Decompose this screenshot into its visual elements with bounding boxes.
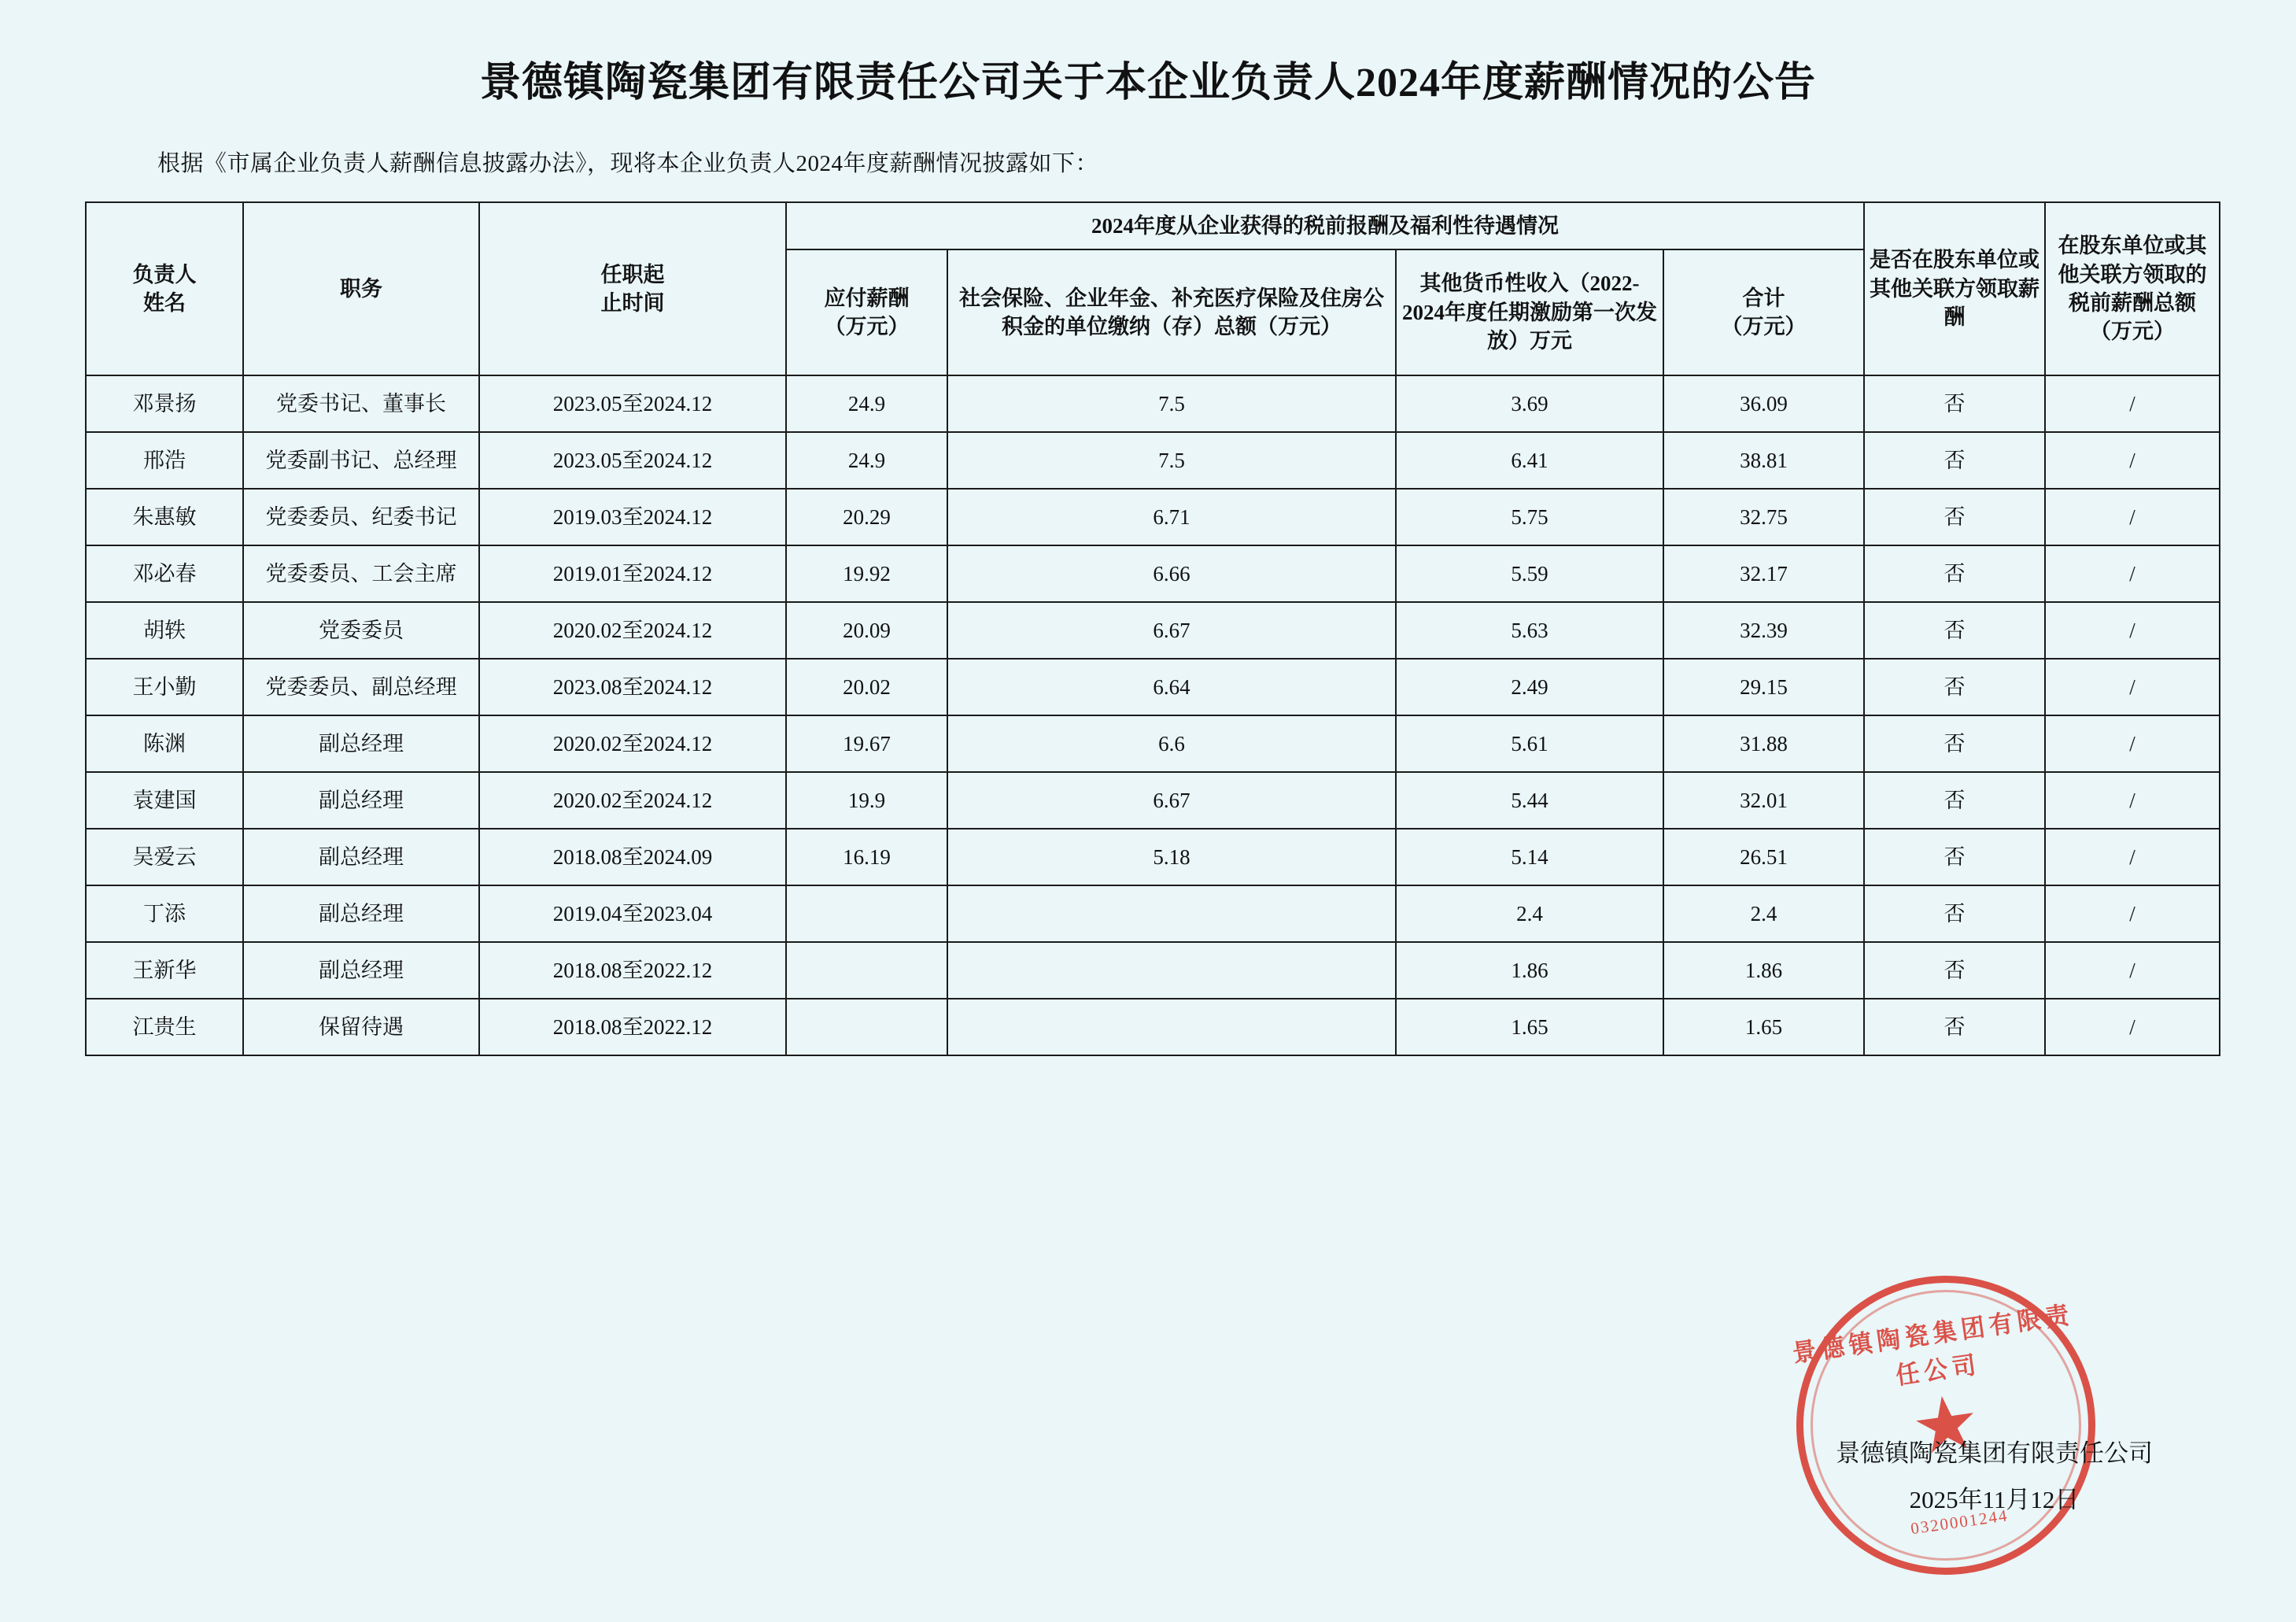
cell-related-amount: /: [2045, 772, 2220, 829]
cell-term: 2019.01至2024.12: [479, 545, 786, 602]
cell-post: 党委委员、工会主席: [243, 545, 479, 602]
cell-is-draw: 否: [1864, 375, 2045, 432]
cell-total: 1.86: [1663, 942, 1864, 999]
cell-insurance: 5.18: [947, 829, 1396, 885]
cell-total: 38.81: [1663, 432, 1864, 489]
table-header: [86, 202, 2220, 375]
header-total-line1: 合计: [1742, 286, 1785, 310]
cell-total: 32.75: [1663, 489, 1864, 545]
cell-is-draw: 否: [1864, 829, 2045, 885]
header-pay: [786, 249, 947, 375]
cell-pay: [786, 885, 947, 942]
header-pay-line1: 应付薪酬: [824, 286, 910, 310]
cell-post: 副总经理: [243, 942, 479, 999]
header-post: 职务: [243, 202, 479, 375]
cell-term: 2023.08至2024.12: [479, 659, 786, 715]
cell-name: 胡轶: [86, 602, 243, 659]
cell-insurance: 7.5: [947, 375, 1396, 432]
cell-post: 副总经理: [243, 885, 479, 942]
cell-other-income: 5.61: [1396, 715, 1663, 772]
cell-total: 36.09: [1663, 375, 1864, 432]
header-total-line2: （万元）: [1721, 315, 1807, 338]
table-row: [86, 489, 2220, 545]
cell-term: 2018.08至2024.09: [479, 829, 786, 885]
cell-related-amount: /: [2045, 432, 2220, 489]
cell-post: 副总经理: [243, 715, 479, 772]
cell-pay: [786, 942, 947, 999]
cell-pay: 16.19: [786, 829, 947, 885]
cell-term: 2018.08至2022.12: [479, 942, 786, 999]
cell-term: 2020.02至2024.12: [479, 602, 786, 659]
header-other-income: 其他货币性收入（2022-2024年度任期激励第一次发放）万元: [1396, 249, 1663, 375]
table-row: [86, 885, 2220, 942]
cell-name: 邓必春: [86, 545, 243, 602]
cell-is-draw: 否: [1864, 715, 2045, 772]
cell-is-draw: 否: [1864, 999, 2045, 1055]
cell-is-draw: 否: [1864, 659, 2045, 715]
cell-insurance: [947, 942, 1396, 999]
table-row: [86, 942, 2220, 999]
header-name-line2: 姓名: [143, 291, 186, 315]
cell-name: 王小勤: [86, 659, 243, 715]
cell-other-income: 6.41: [1396, 432, 1663, 489]
company-seal: [1777, 1256, 2114, 1594]
header-is-draw: 是否在股东单位或其他关联方领取薪酬: [1864, 202, 2045, 375]
cell-other-income: 3.69: [1396, 375, 1663, 432]
table-row: [86, 375, 2220, 432]
cell-pay: 19.67: [786, 715, 947, 772]
seal-bottom-text: 0320001244: [1909, 1506, 2010, 1539]
cell-total: 32.01: [1663, 772, 1864, 829]
cell-term: 2023.05至2024.12: [479, 375, 786, 432]
cell-term: 2019.03至2024.12: [479, 489, 786, 545]
table-body: [86, 375, 2220, 1055]
star-icon: ★: [1906, 1378, 1985, 1472]
cell-insurance: 6.6: [947, 715, 1396, 772]
cell-is-draw: 否: [1864, 432, 2045, 489]
cell-total: 26.51: [1663, 829, 1864, 885]
cell-name: 吴爱云: [86, 829, 243, 885]
cell-related-amount: /: [2045, 375, 2220, 432]
salary-table-container: [85, 201, 2219, 1056]
cell-related-amount: /: [2045, 942, 2220, 999]
cell-post: 保留待遇: [243, 999, 479, 1055]
cell-name: 丁添: [86, 885, 243, 942]
cell-insurance: 7.5: [947, 432, 1396, 489]
table-row: [86, 772, 2220, 829]
cell-pay: 19.9: [786, 772, 947, 829]
cell-term: 2020.02至2024.12: [479, 715, 786, 772]
cell-term: 2020.02至2024.12: [479, 772, 786, 829]
table-row: [86, 715, 2220, 772]
cell-is-draw: 否: [1864, 942, 2045, 999]
cell-term: 2023.05至2024.12: [479, 432, 786, 489]
cell-post: 党委副书记、总经理: [243, 432, 479, 489]
cell-post: 党委委员、副总经理: [243, 659, 479, 715]
table-row: [86, 659, 2220, 715]
cell-other-income: 5.44: [1396, 772, 1663, 829]
cell-related-amount: /: [2045, 829, 2220, 885]
table-row: [86, 999, 2220, 1055]
cell-pay: 20.29: [786, 489, 947, 545]
table-header-row-1: [86, 202, 2220, 249]
header-term-line1: 任职起: [600, 262, 665, 286]
cell-is-draw: 否: [1864, 545, 2045, 602]
header-name: [86, 202, 243, 375]
table-row: [86, 829, 2220, 885]
cell-is-draw: 否: [1864, 772, 2045, 829]
cell-related-amount: /: [2045, 602, 2220, 659]
cell-total: 2.4: [1663, 885, 1864, 942]
cell-post: 党委委员: [243, 602, 479, 659]
cell-post: 党委委员、纪委书记: [243, 489, 479, 545]
cell-name: 陈渊: [86, 715, 243, 772]
header-name-line1: 负责人: [132, 262, 197, 286]
cell-total: 32.39: [1663, 602, 1864, 659]
cell-insurance: 6.67: [947, 602, 1396, 659]
cell-is-draw: 否: [1864, 885, 2045, 942]
cell-pay: 24.9: [786, 432, 947, 489]
table-row: [86, 432, 2220, 489]
cell-related-amount: /: [2045, 489, 2220, 545]
header-related-amount: 在股东单位或其他关联方领取的税前薪酬总额（万元）: [2045, 202, 2220, 375]
cell-insurance: [947, 999, 1396, 1055]
cell-other-income: 5.14: [1396, 829, 1663, 885]
cell-term: 2018.08至2022.12: [479, 999, 786, 1055]
cell-other-income: 1.65: [1396, 999, 1663, 1055]
signature-company: 景德镇陶瓷集团有限责任公司: [1836, 1439, 2153, 1468]
header-group-pretax: 2024年度从企业获得的税前报酬及福利性待遇情况: [786, 202, 1864, 249]
cell-other-income: 5.63: [1396, 602, 1663, 659]
cell-name: 邓景扬: [86, 375, 243, 432]
cell-related-amount: /: [2045, 885, 2220, 942]
cell-other-income: 5.59: [1396, 545, 1663, 602]
cell-is-draw: 否: [1864, 489, 2045, 545]
cell-related-amount: /: [2045, 545, 2220, 602]
cell-name: 江贵生: [86, 999, 243, 1055]
cell-related-amount: /: [2045, 659, 2220, 715]
cell-name: 王新华: [86, 942, 243, 999]
seal-arc-text: 景德镇陶瓷集团有限责任公司: [1791, 1301, 2076, 1391]
header-insurance: 社会保险、企业年金、补充医疗保险及住房公积金的单位缴纳（存）总额（万元）: [947, 249, 1396, 375]
cell-insurance: 6.66: [947, 545, 1396, 602]
cell-name: 邢浩: [86, 432, 243, 489]
cell-other-income: 2.4: [1396, 885, 1663, 942]
cell-total: 31.88: [1663, 715, 1864, 772]
salary-table: [85, 201, 2220, 1056]
cell-other-income: 1.86: [1396, 942, 1663, 999]
cell-related-amount: /: [2045, 999, 2220, 1055]
cell-term: 2019.04至2023.04: [479, 885, 786, 942]
header-total: [1663, 249, 1864, 375]
cell-insurance: [947, 885, 1396, 942]
cell-pay: 19.92: [786, 545, 947, 602]
cell-total: 1.65: [1663, 999, 1864, 1055]
cell-name: 朱惠敏: [86, 489, 243, 545]
cell-pay: [786, 999, 947, 1055]
cell-pay: 24.9: [786, 375, 947, 432]
cell-post: 党委书记、董事长: [243, 375, 479, 432]
cell-post: 副总经理: [243, 772, 479, 829]
signature-date: 2025年11月12日: [1909, 1486, 2080, 1514]
signature-block: [1836, 1431, 2153, 1524]
cell-total: 29.15: [1663, 659, 1864, 715]
header-term: [479, 202, 786, 375]
cell-insurance: 6.64: [947, 659, 1396, 715]
cell-is-draw: 否: [1864, 602, 2045, 659]
cell-other-income: 5.75: [1396, 489, 1663, 545]
cell-total: 32.17: [1663, 545, 1864, 602]
intro-paragraph: 根据《市属企业负责人薪酬信息披露办法》，现将本企业负责人2024年度薪酬情况披露如下：: [157, 151, 1099, 176]
page-title: 景德镇陶瓷集团有限责任公司关于本企业负责人2024年度薪酬情况的公告: [479, 61, 1816, 105]
table-row: [86, 545, 2220, 602]
table-row: [86, 602, 2220, 659]
cell-pay: 20.02: [786, 659, 947, 715]
cell-post: 副总经理: [243, 829, 479, 885]
cell-related-amount: /: [2045, 715, 2220, 772]
cell-insurance: 6.67: [947, 772, 1396, 829]
cell-name: 袁建国: [86, 772, 243, 829]
cell-other-income: 2.49: [1396, 659, 1663, 715]
header-pay-line2: （万元）: [824, 315, 910, 338]
cell-pay: 20.09: [786, 602, 947, 659]
cell-insurance: 6.71: [947, 489, 1396, 545]
header-term-line2: 止时间: [600, 291, 665, 315]
